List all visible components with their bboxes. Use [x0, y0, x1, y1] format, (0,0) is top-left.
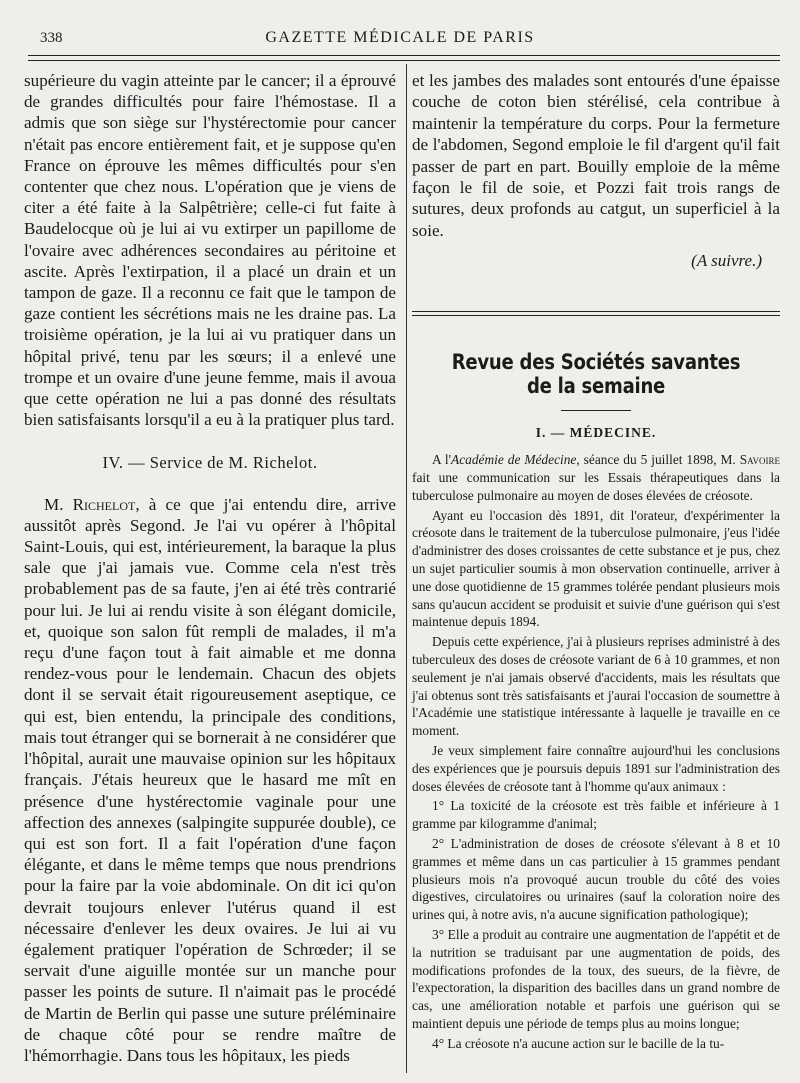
section-rule-thin	[412, 315, 780, 316]
page-number: 338	[40, 30, 63, 46]
society-report	[412, 451, 780, 1052]
page-header	[0, 26, 800, 50]
paragraph: Depuis cette expérience, j'ai à plusieurs reprises administré à des tuberculeux des doses de créosote variant de 6 à 10 grammes, et non seulement je n'ai jamais observé d'accidents, mais les résultats que j'ai obtenus sont très satisfaisants et j'aurai l'occasion de soumettre à l'Académie une statistique intéressante à laquelle je travaille en ce moment.	[412, 634, 780, 739]
list-item: 2° L'administration de doses de créosote s'élevant à 8 et 10 grammes et même dans un cas particulier à 15 grammes pendant plusieurs mois n'a provoqué aucun trouble du côté des voies digestives, circulatoires ou urinaires (sauf la coloration noire des urines qui, à notre avis, n'a aucune signification pathologique);	[412, 835, 780, 923]
paragraph: Je veux simplement faire connaître aujourd'hui les conclusions des expériences que je poursuis depuis 1891 sur l'administration des doses élevées de créosote tant à l'homme qu'aux animaux :	[412, 743, 780, 794]
text: , séance du 5 juillet 1898,	[576, 452, 721, 468]
paragraph-text: , à ce que j'ai entendu dire, arrive aussitôt après Segond. Je l'ai vu opérer à l'hôpital Saint-Louis, qui est, intérieurement, la baraque la plus sale que j'ai jamais vue. Comme cela n'est très probablement pas de sa faute, j'en ai été très contrarié pour lui. Je lui ai rendu visite à son élégant domicile, et, quoique son salon fût rempli de malades, il m'a reçu d'une façon tout à fait aimable et me donna rendez-vous pour le lendemain. Chacun des objets dont il se servait était rigoureusement aseptique, ce qui est, bien entendu, la principale des conditions, mais tout étranger qui se bornerait à ne considérer que l'hôpital, aurait une mauvaise opinion sur les hôpitaux français. J'étais heureux que le hasard me mît en présence d'une hystérectomie vaginale pour une affection des annexes (salpingite suppurée double), ce qui est son fort. Il a fait l'opération d'une façon élégante, et dans le même temps que nous prendrions pour la faire par la voie abdominale. On dit ici qu'on devrait toujours enlever l'utérus quand il est nécessaire d'enlever les deux ovaires. Je lui ai vu également pratiquer l'opération de Schrœder; il se servait d'une aiguille montée sur un manche pour passer les points de suture. Il n'aimait pas le procédé de Martin de Berlin qui passe une suture préléminaire de chaque côté pour se rendre maître de l'hémorrhagie. Dans tous les hôpitaux, les pieds	[24, 494, 396, 1065]
running-title: GAZETTE MÉDICALE DE PARIS	[265, 29, 535, 46]
text: A l'	[432, 452, 452, 468]
section-subheading: IV. — Service de M. Richelot.	[102, 453, 318, 473]
author-name: M. Richelot	[44, 494, 136, 514]
list-item: 1° La toxicité de la créosote est très faible et inférieure à 1 gramme par kilogramme d'animal;	[412, 798, 780, 832]
paragraph	[24, 494, 396, 1066]
academy-name: Académie de Médecine	[451, 452, 577, 468]
short-rule	[561, 410, 631, 411]
list-item: 3° Elle a produit au contraire une augmentation de l'appétit et de la nutrition se traduisant par une augmentation de poids, des modifications profondes de la toux, des sueurs, de la fièvre, de l'expectoration, la disparition des bacilles dans un grand nombre de cas, une amélioration notable et parfois une guérison qui se maintient depuis une période de temps plus au moins longue;	[412, 926, 780, 1031]
text: fait une communication sur les Essais thérapeutiques dans la tuberculose pulmonaire au moyen de doses élevées de créosote.	[412, 470, 780, 503]
paragraph: et les jambes des malades sont entourés d'une épaisse couche de coton bien stérélisé, cela contribue à maintenir la température du corps. Pour la fermeture de l'abdomen, Segond emploie le fil d'argent qu'il fait passer de part en part. Bouilly emploie de la même façon le fil de soie, et Pozzi fait trois rangs de sutures, deux profonds au catgut, un superficiel à la soie.	[412, 71, 780, 240]
paragraph: supérieure du vagin atteinte par le cancer; il a éprouvé de grandes difficultés pour faire l'hémostase. Il a admis que son siège sur l'hystérectomie pour cancer n'était pas encore entièrement fait, et je suppose qu'en France on éprouve les mêmes difficultés pour s'en contenter que chez nous. L'opération que je viens de citer a été faite à la Salpêtrière; celle-ci fut faite à Baudelocque où je lui ai vu extirper un papillome de l'ovaire avec adhérences secondaires au péritoine et ascite. Après l'extirpation, il a placé un drain et un tampon de gaze. Il a reconnu ce fait que le tampon de gaze contient les sécrétions mais ne les draine pas. La troisième opération, je la lui ai vu pratiquer dans un hôpital privé, tenu par les sœurs; il a enlevé une trompe et un ovaire d'une jeune femme, mais il avoua que cette opération ne lui a pas donné des résultats bien satisfaisants lorsqu'il a eu à la pratiquer plus tard.	[24, 71, 396, 430]
left-column	[24, 70, 396, 1066]
author-name: M. Savoire	[720, 452, 780, 468]
right-column	[412, 70, 780, 1055]
paragraph: Ayant eu l'occasion dès 1891, dit l'orateur, d'expérimenter la créosote dans le traitement de la tuberculose pulmonaire, j'eus l'idée d'administrer des doses croissantes de cette substance et je pus, chez un sujet particulier soumis à mon observation continuelle, arriver à une dose quotidienne de 15 grammes tolérée pendant plusieurs mois sans qu'aucun accident se produisit et suivie d'une guérison qui s'est maintenue depuis 1894.	[412, 507, 780, 630]
section-title: Revue des Sociétés savantes de la semaine	[451, 350, 741, 399]
subsection-heading: I. — MÉDECINE.	[535, 425, 657, 441]
continued-note: (A suivre.)	[691, 251, 762, 271]
list-item: 4° La créosote n'a aucune action sur le bacille de la tu-	[432, 1035, 725, 1051]
column-divider	[406, 64, 407, 1073]
header-rule	[28, 55, 780, 56]
section-rule	[412, 311, 780, 312]
paragraph	[412, 451, 780, 504]
header-rule-thin	[28, 60, 780, 61]
